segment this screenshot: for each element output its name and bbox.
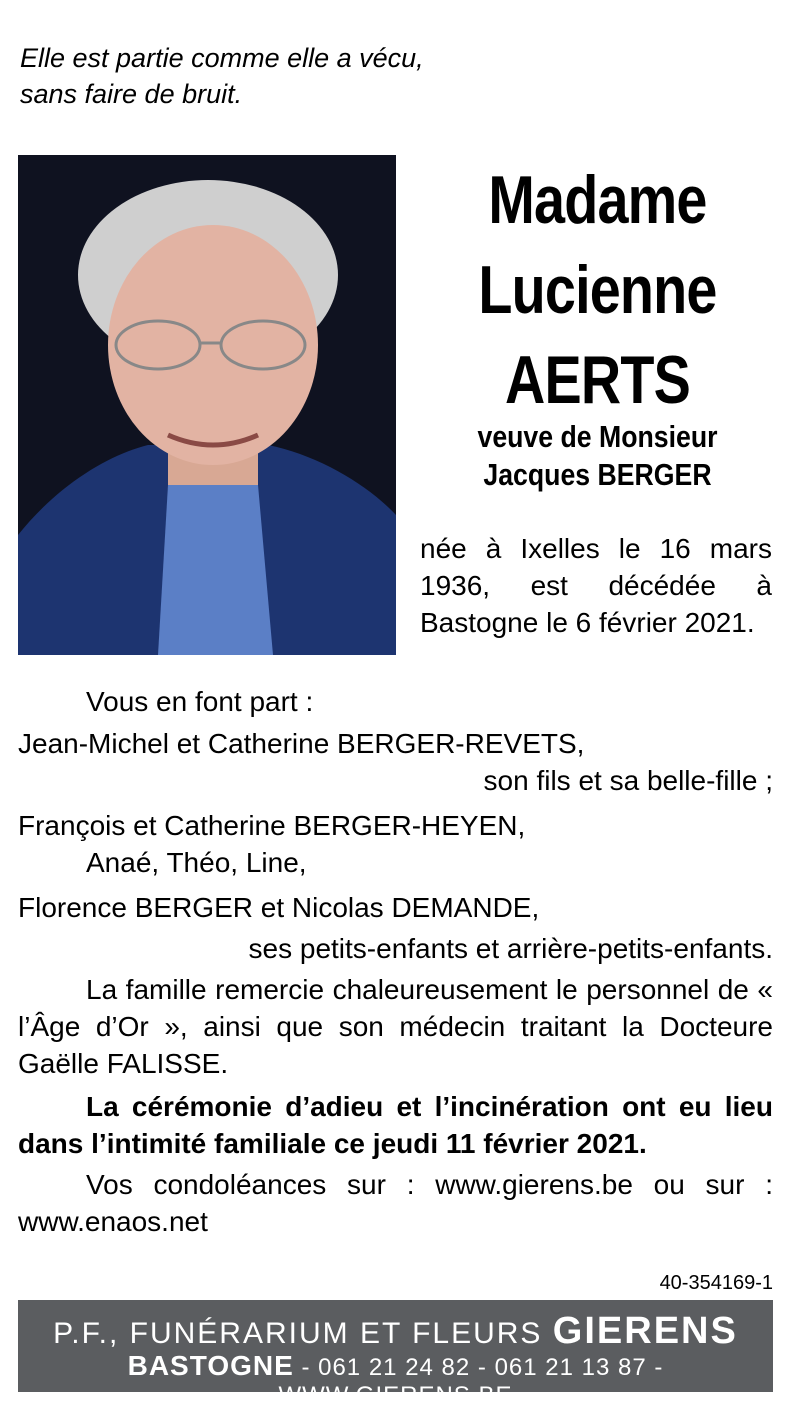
reference-number: 40-354169-1: [659, 1272, 773, 1294]
banner-contacts: - 061 21 24 82 - 061 21 13 87 - WWW.GIERENS.BE: [278, 1354, 664, 1409]
ceremony-paragraph: La cérémonie d’adieu et l’incinération ont eu lieu dans l’intimité familiale ce jeudi 11 février 2021.: [18, 1091, 773, 1159]
name-last: AERTS: [505, 342, 690, 418]
banner-brand: GIERENS: [552, 1310, 738, 1352]
family-line-4: Anaé, Théo, Line,: [86, 847, 307, 878]
family-line-3: François et Catherine BERGER-HEYEN,: [18, 810, 526, 841]
announce-line: Vous en font part :: [86, 686, 314, 717]
condolences-paragraph: Vos condoléances sur : www.gierens.be ou sur : www.enaos.net: [18, 1169, 773, 1237]
family-line-2: son fils et sa belle-fille ;: [483, 765, 773, 796]
thanks-paragraph: La famille remercie chaleureusement le personnel de « l’Âge d’Or », ainsi que son médecin traitant la Docteure Gaëlle FALISSE.: [18, 974, 773, 1079]
quote-line-1: Elle est partie comme elle a vécu,: [20, 43, 424, 73]
banner-prefix: P.F., FUNÉRARIUM ET FLEURS: [53, 1317, 543, 1350]
banner-city: BASTOGNE: [127, 1350, 294, 1381]
announcement-section: [18, 683, 773, 1240]
spouse-line-2: Jacques BERGER: [483, 457, 712, 492]
family-line-6: ses petits-enfants et arrière-petits-enfants.: [248, 933, 773, 964]
funeral-home-banner: [18, 1300, 773, 1409]
quote-line-2: sans faire de bruit.: [20, 79, 243, 109]
family-line-5: Florence BERGER et Nicolas DEMANDE,: [18, 892, 540, 923]
deceased-name: [452, 155, 743, 425]
family-line-1: Jean-Michel et Catherine BERGER-REVETS,: [18, 728, 585, 759]
epitaph-quote: [20, 40, 424, 112]
birth-death-text: née à Ixelles le 16 mars 1936, est décédée à Bastogne le 6 février 2021.: [420, 533, 772, 638]
banner-line-2: [18, 1350, 773, 1410]
banner-line-1: [18, 1310, 773, 1353]
name-title: Madame: [488, 162, 707, 238]
name-first: Lucienne: [478, 252, 717, 328]
spouse-info: [445, 418, 750, 494]
spouse-line-1: veuve de Monsieur: [477, 419, 718, 454]
portrait-photo: [18, 155, 396, 655]
